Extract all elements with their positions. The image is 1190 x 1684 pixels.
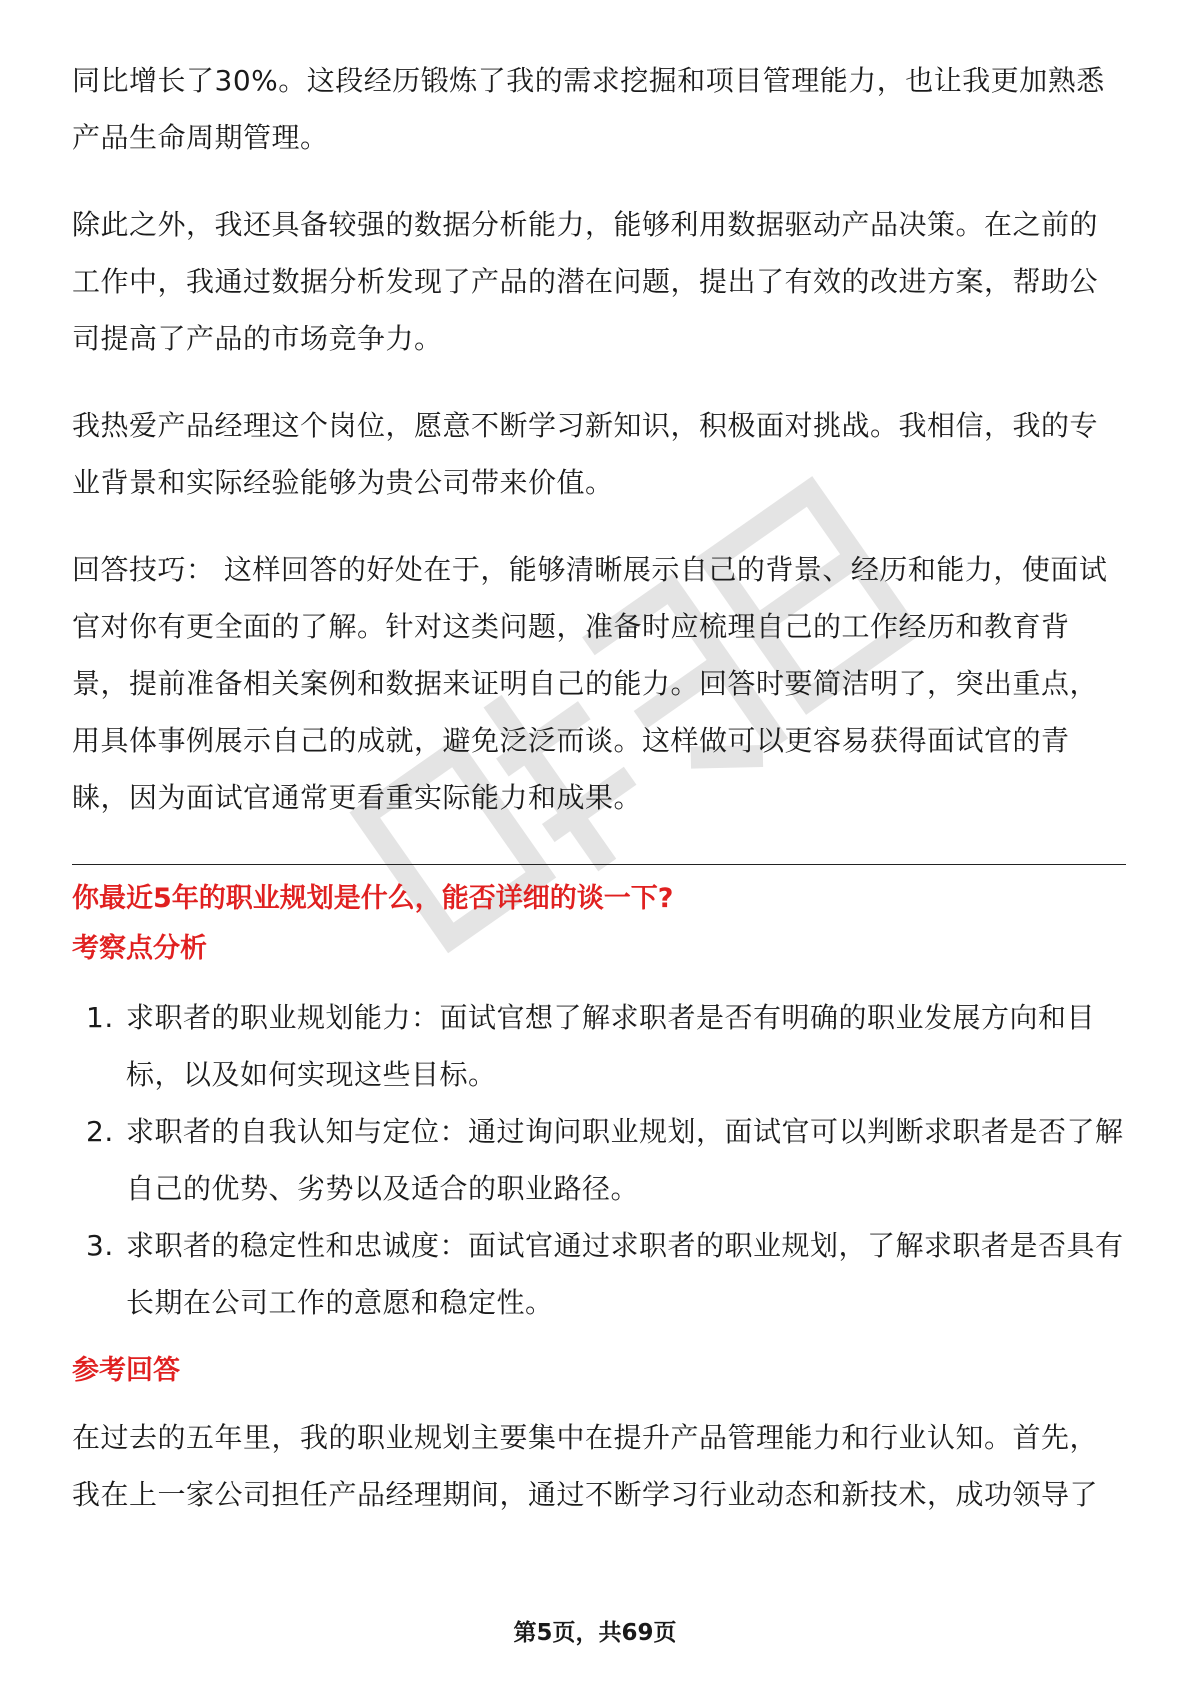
question-title: 你最近5年的职业规划是什么，能否详细的谈一下? — [72, 883, 674, 914]
page-content — [72, 52, 1126, 1553]
list-item-text: 求职者的职业规划能力：面试官想了解求职者是否有明确的职业发展方向和目标，以及如何实现这些目标。 — [126, 1001, 1096, 1091]
list-item-number: 2. — [86, 1115, 114, 1148]
analysis-heading: 考察点分析 — [72, 933, 207, 964]
list-item — [72, 1103, 1126, 1217]
reference-answer-paragraph: 在过去的五年里，我的职业规划主要集中在提升产品管理能力和行业认知。首先，我在上一家公司担任产品经理期间，通过不断学习行业动态和新技术，成功领导了 — [72, 1421, 1099, 1511]
page-number-footer: 第5页，共69页 — [513, 1620, 677, 1646]
body-paragraph-1: 同比增长了30%。这段经历锻炼了我的需求挖掘和项目管理能力，也让我更加熟悉产品生命周期管理。 — [72, 64, 1105, 154]
list-item — [72, 989, 1126, 1103]
reference-answer-heading: 参考回答 — [72, 1355, 180, 1386]
body-paragraph-3: 我热爱产品经理这个岗位，愿意不断学习新知识，积极面对挑战。我相信，我的专业背景和实际经验能够为贵公司带来价值。 — [72, 409, 1099, 499]
list-item — [72, 1217, 1126, 1331]
answer-tips-paragraph: 回答技巧： 这样回答的好处在于，能够清晰展示自己的背景、经历和能力，使面试官对你有更全面的了解。针对这类问题，准备时应梳理自己的工作经历和教育背景，提前准备相关案例和数据来证明自己的能力。回答时要简洁明了，突出重点，用具体事例展示自己的成就，避免泛泛而谈。这样做可以更容易获得面试官的青睐，因为面试官通常更看重实际能力和成果。 — [72, 553, 1108, 814]
body-paragraph-2: 除此之外，我还具备较强的数据分析能力，能够利用数据驱动产品决策。在之前的工作中，我通过数据分析发现了产品的潜在问题，提出了有效的改进方案，帮助公司提高了产品的市场竞争力。 — [72, 208, 1099, 355]
section-divider — [72, 864, 1126, 865]
list-item-text: 求职者的稳定性和忠诚度：面试官通过求职者的职业规划，了解求职者是否具有长期在公司工作的意愿和稳定性。 — [126, 1229, 1124, 1319]
list-item-text: 求职者的自我认知与定位：通过询问职业规划，面试官可以判断求职者是否了解自己的优势、劣势以及适合的职业路径。 — [126, 1115, 1124, 1205]
list-item-number: 3. — [86, 1229, 114, 1262]
list-item-number: 1. — [86, 1001, 114, 1034]
analysis-points-list — [72, 989, 1126, 1331]
